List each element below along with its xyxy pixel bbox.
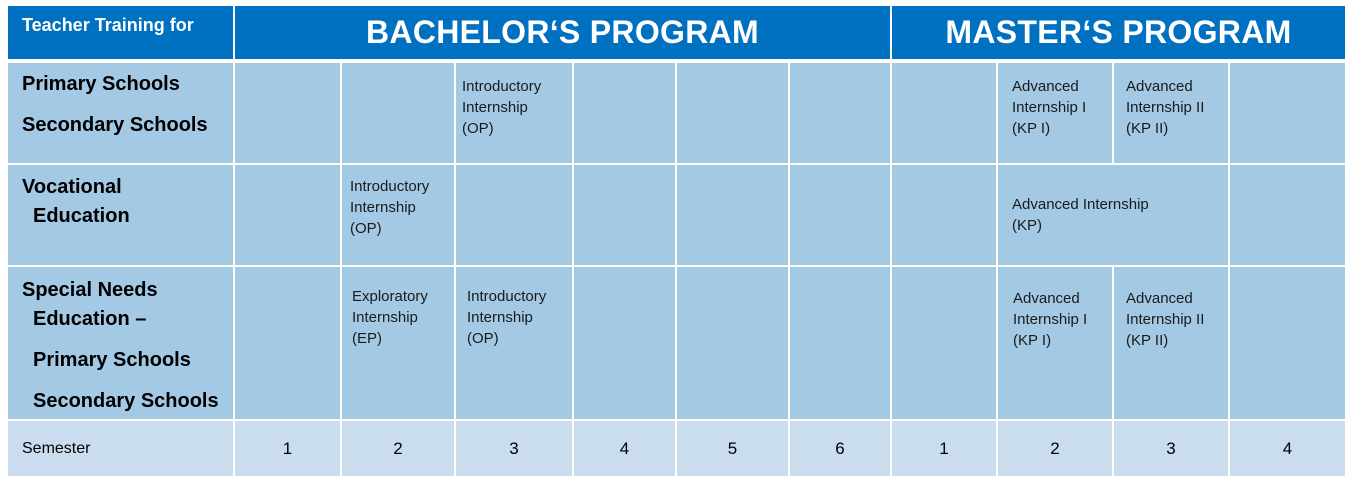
cell-text-line: Internship I [1013,311,1088,328]
cell-text-line: Internship [352,309,418,326]
cell-text-line: Advanced [1012,78,1079,95]
cell-empty [574,267,675,419]
cell-empty [892,267,996,419]
semester-cell [790,421,890,476]
semester-cell [998,421,1112,476]
cell-empty [790,63,890,163]
cell-empty [574,165,675,265]
cell-text-line: (KP I) [1012,120,1051,137]
semester-cell [1114,421,1228,476]
cell-text-line: Internship II [1126,99,1205,116]
row-label-line: Secondary Schools [22,114,208,136]
cell-empty [235,267,340,419]
semester-row-label [8,421,233,476]
cell-empty [1230,165,1345,265]
cell-empty [1230,63,1345,163]
semester-number: 5 [727,438,738,458]
row-label-line: Education – [33,308,147,330]
cell-text-line: Internship II [1126,311,1205,328]
cell-text-line: (OP) [350,220,382,237]
row-label-line: Primary Schools [22,73,180,95]
cell-advanced-internship-kp [998,165,1228,265]
cell-empty [790,165,890,265]
header-corner-label: Teacher Training for [22,15,194,35]
cell-text-line: Exploratory [352,288,428,305]
cell-text-line: Advanced [1013,290,1080,307]
cell-advanced-internship-1 [998,63,1112,163]
row-label-line: Vocational [22,176,122,198]
cell-text-line: Advanced Internship [1012,196,1149,213]
cell-exploratory-internship [342,267,454,419]
semester-cell [574,421,675,476]
semester-number: 3 [509,438,519,458]
cell-text-line: Internship [467,309,533,326]
cell-empty [677,165,788,265]
cell-advanced-internship-2 [1114,267,1228,419]
cell-text-line: Advanced [1126,290,1193,307]
cell-empty [677,63,788,163]
cell-text-line: (OP) [462,120,494,137]
cell-text-line: (KP) [1012,217,1042,234]
row-label-line: Secondary Schools [33,390,219,412]
cell-empty [1230,267,1345,419]
cell-text-line: (OP) [467,330,499,347]
row-label-line: Education [33,205,130,227]
semester-number: 2 [1050,438,1060,458]
header-corner-cell [8,6,233,59]
cell-empty [456,165,572,265]
cell-empty [342,63,454,163]
cell-text-line: (KP II) [1126,332,1169,349]
semester-number: 3 [1166,438,1176,458]
cell-text-line: Internship I [1012,99,1087,116]
semester-cell [342,421,454,476]
bachelor-program-title: BACHELOR‘S PROGRAM [366,14,759,50]
semester-label: Semester [22,439,91,457]
semester-number: 4 [1282,438,1293,458]
cell-advanced-internship-1 [998,267,1112,419]
semester-cell [235,421,340,476]
semester-number: 1 [282,438,293,458]
cell-empty [790,267,890,419]
cell-empty [892,165,996,265]
row-label-primary-secondary [8,63,233,163]
cell-text-line: Introductory [462,78,542,95]
cell-text-line: (KP II) [1126,120,1169,137]
semester-number: 2 [393,438,403,458]
row-label-line: Special Needs [22,279,158,301]
semester-cell [677,421,788,476]
row-label-special-needs [8,267,233,419]
semester-cell [456,421,572,476]
cell-empty [892,63,996,163]
cell-text-line: Introductory [350,178,430,195]
row-label-line: Primary Schools [33,349,191,371]
cell-empty [235,165,340,265]
master-program-header [892,6,1345,59]
row-label-vocational [8,165,233,265]
cell-empty [235,63,340,163]
semester-number: 6 [835,438,845,458]
master-program-title: MASTER‘S PROGRAM [945,14,1292,50]
cell-advanced-internship-2 [1114,63,1228,163]
bachelor-program-header [235,6,890,59]
cell-introductory-internship [456,267,572,419]
semester-cell [1230,421,1345,476]
cell-text-line: Internship [350,199,416,216]
cell-introductory-internship [456,63,572,163]
cell-text-line: (EP) [352,330,382,347]
semester-cell [892,421,996,476]
semester-number: 1 [939,438,949,458]
cell-introductory-internship [342,165,454,265]
cell-empty [677,267,788,419]
cell-text-line: Advanced [1126,78,1193,95]
cell-text-line: (KP I) [1013,332,1052,349]
cell-text-line: Introductory [467,288,547,305]
semester-number: 4 [619,438,630,458]
cell-text-line: Internship [462,99,528,116]
cell-empty [574,63,675,163]
